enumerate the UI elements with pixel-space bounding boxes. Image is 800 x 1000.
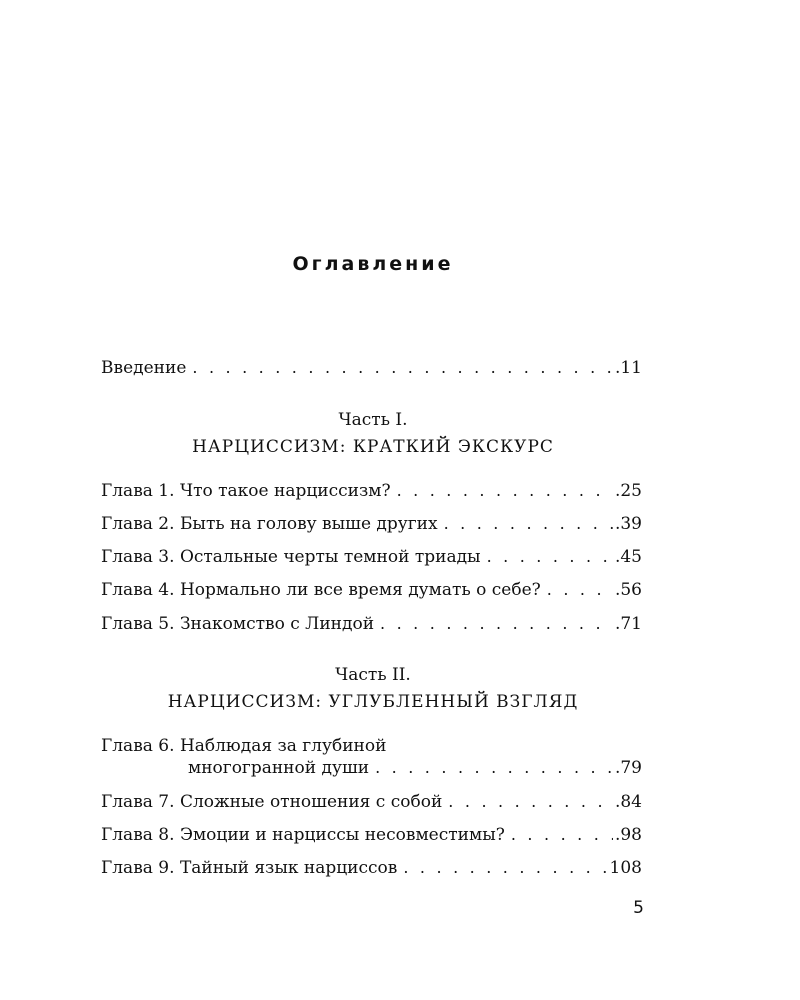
dot-leader: [547, 579, 613, 601]
toc-entry-label: [101, 791, 448, 813]
chapter-title: Быть на голову выше других: [179, 514, 438, 534]
chapter-title-line-1: Наблюдая за глубиной: [179, 736, 387, 756]
toc-entry-label: [101, 513, 444, 535]
chapter-number: Глава 5.: [101, 614, 175, 634]
chapter-number: Глава 6.: [101, 736, 175, 756]
toc-entry-chapter-7: [101, 791, 642, 813]
chapter-title: Эмоции и нарциссы несовместимы?: [179, 825, 505, 845]
toc-entry-label: [101, 613, 380, 635]
chapter-title: Нормально ли все время думать о себе?: [179, 580, 541, 600]
chapter-title-line-2: многогранной души: [188, 758, 370, 778]
toc-entry-chapter-1: [101, 480, 642, 502]
dot-leader: [487, 546, 613, 568]
toc-entry-intro: [101, 357, 642, 379]
chapter-title: Тайный язык нарциссов: [179, 858, 398, 878]
toc-page-number: .84: [614, 792, 642, 812]
chapter-number: Глава 3.: [101, 547, 175, 567]
part-1-label: Часть I.: [338, 410, 408, 430]
toc-page-number: .79: [614, 758, 642, 778]
dot-leader: [403, 857, 607, 879]
dot-leader: [444, 513, 613, 535]
dot-leader: [397, 480, 613, 502]
toc-page-number: .25: [614, 481, 642, 501]
toc-entry-chapter-9: [101, 857, 642, 879]
toc-entry-label: [101, 480, 397, 502]
toc-entry-second-line: [101, 757, 642, 779]
part-2-label: Часть II.: [335, 665, 411, 685]
chapter-number: Глава 8.: [101, 825, 175, 845]
toc-entry-chapter-5: [101, 613, 642, 635]
dot-leader: [448, 791, 613, 813]
toc-entry-chapter-6: [101, 735, 642, 779]
chapter-title: Что такое нарциссизм?: [179, 481, 391, 501]
chapter-title: Остальные черты темной триады: [179, 547, 481, 567]
toc-page-number: .98: [614, 825, 642, 845]
toc-entry-chapter-8: [101, 824, 642, 846]
part-2-title: НАРЦИССИЗМ: УГЛУБЛЕННЫЙ ВЗГЛЯД: [167, 692, 579, 712]
toc-entry-label: Введение: [101, 358, 187, 378]
toc-page-number: .11: [614, 358, 642, 378]
toc-entry-first-line: [101, 735, 642, 757]
chapter-number: Глава 9.: [101, 858, 175, 878]
chapter-title: Сложные отношения с собой: [179, 792, 443, 812]
toc-page-number: .56: [614, 580, 642, 600]
toc-entry-chapter-4: [101, 579, 642, 601]
toc-page-number: 108: [609, 858, 642, 878]
chapter-number: Глава 2.: [101, 514, 175, 534]
dot-leader: [192, 357, 613, 379]
dot-leader: [380, 613, 613, 635]
chapter-number: Глава 4.: [101, 580, 175, 600]
toc-entry-label: [101, 824, 511, 846]
page-number: 5: [633, 898, 644, 918]
toc-page-number: .71: [614, 614, 642, 634]
chapter-title: Знакомство с Линдой: [179, 614, 375, 634]
toc-entry-label: [101, 579, 547, 601]
toc-entry-label: [101, 857, 403, 879]
toc-entry-chapter-2: [101, 513, 642, 535]
toc-entry-chapter-3: [101, 546, 642, 568]
chapter-number: Глава 1.: [101, 481, 175, 501]
toc-page-number: .45: [614, 547, 642, 567]
chapter-number: Глава 7.: [101, 792, 175, 812]
toc-entry-label: [101, 546, 487, 568]
part-1-title: НАРЦИССИЗМ: КРАТКИЙ ЭКСКУРС: [192, 437, 554, 457]
toc-page-number: .39: [614, 514, 642, 534]
dot-leader: [511, 824, 613, 846]
dot-leader: [375, 757, 615, 779]
page-title: Оглавление: [292, 253, 454, 275]
